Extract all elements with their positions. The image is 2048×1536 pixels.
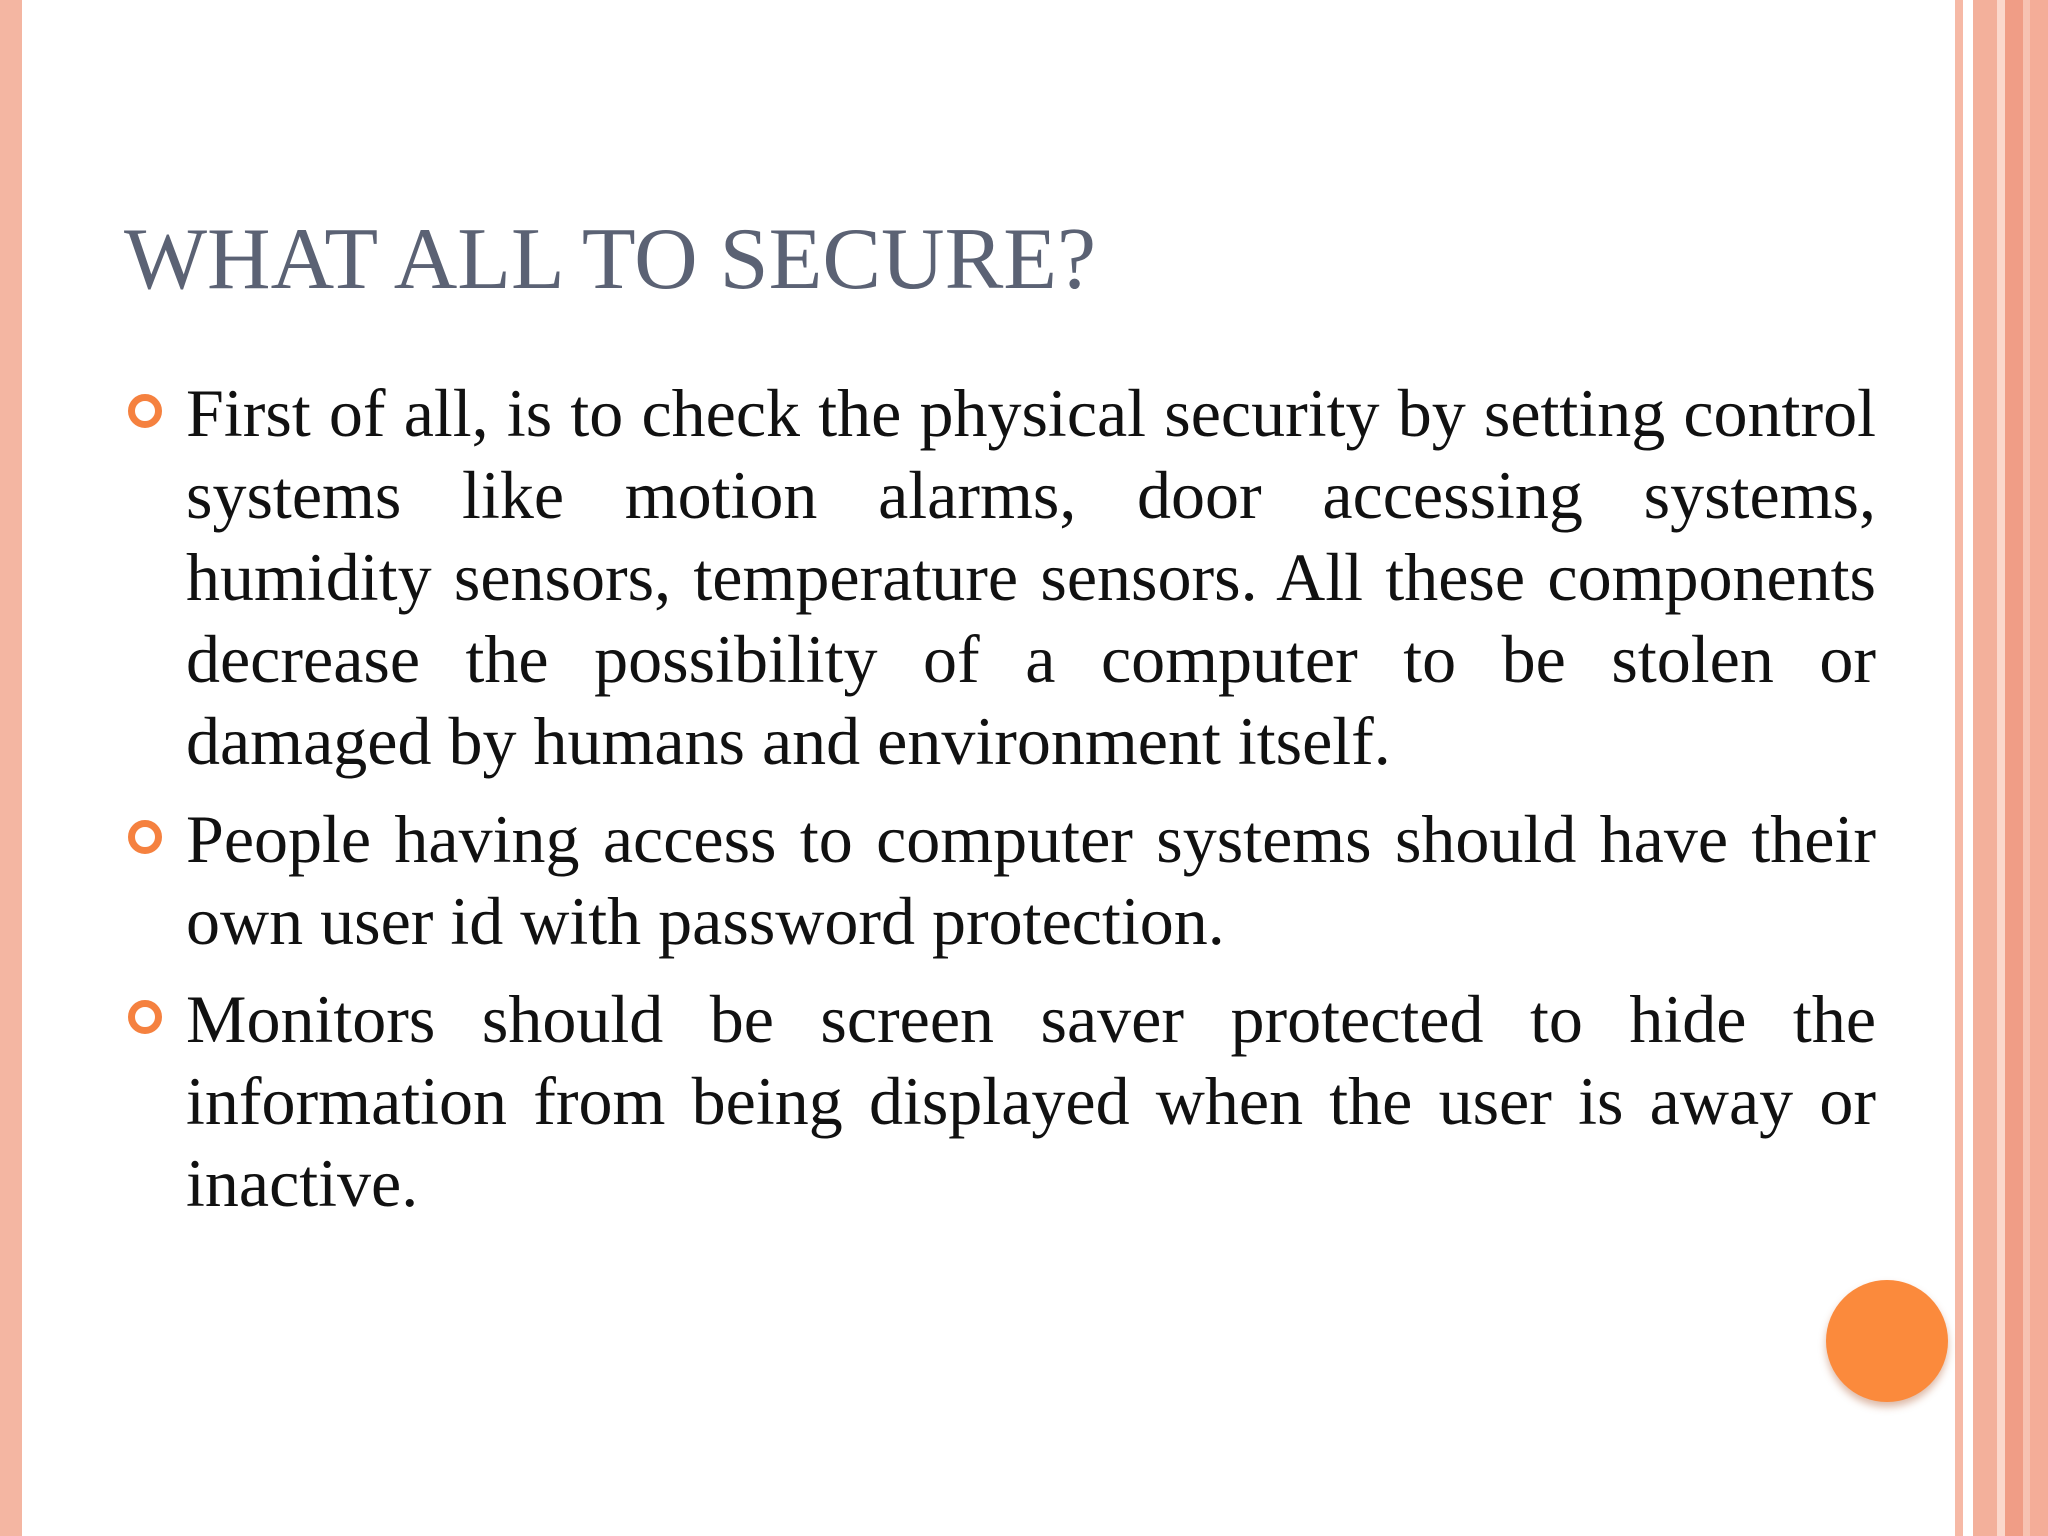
bullet-text: Monitors should be screen saver protected to hide the information from being displayed when the user is away or inactive. [186,981,1876,1221]
right-stripe [1973,0,1997,1536]
left-border-stripe [0,0,22,1536]
right-stripe [2030,0,2048,1536]
hollow-circle-bullet-icon [128,1000,162,1034]
list-item [124,798,1876,962]
bullet-text: First of all, is to check the physical security by setting control systems like motion alarms, door accessing systems, humidity sensors, temperature sensors. All these components decrease the possibility of a computer to be stolen or damaged by humans and environment itself. [186,375,1876,779]
list-item [124,372,1876,782]
right-stripe-gap [1963,0,1973,1536]
orange-circle-decoration [1826,1280,1948,1402]
slide-title: WHAT ALL TO SECURE? [124,211,1097,308]
bullet-list [124,372,1876,1240]
hollow-circle-bullet-icon [128,394,162,428]
right-stripe [1955,0,1963,1536]
right-stripe [1997,0,2005,1536]
bullet-text: People having access to computer systems should have their own user id with password protection. [186,801,1876,959]
list-item [124,978,1876,1224]
hollow-circle-bullet-icon [128,820,162,854]
right-stripe [2023,0,2030,1536]
right-border-stripes [1955,0,2048,1536]
right-stripe [2005,0,2023,1536]
